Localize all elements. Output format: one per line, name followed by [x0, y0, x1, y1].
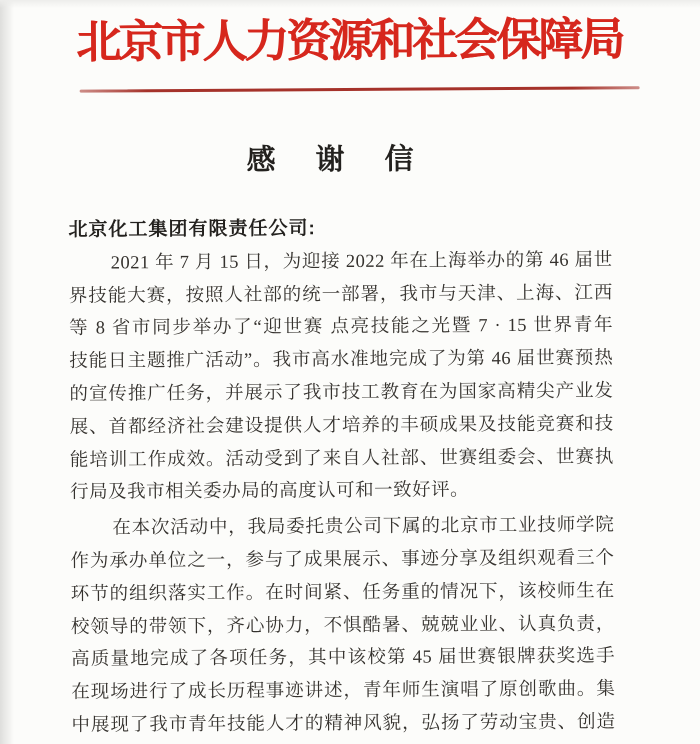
body-line: 校领导的带领下，齐心协力，不惧酷暑、兢兢业业、认真负责， — [70, 613, 615, 638]
letter-body — [0, 211, 700, 743]
body-line: 行局及我市相关委办局的高度认可和一致好评。 — [70, 480, 470, 504]
body-line: 环节的组织落实工作。在时间紧、任务重的情况下，该校师生在 — [70, 581, 615, 605]
body-line: 2021 年 7 月 15 日，为迎接 2022 年在上海举办的第 46 届世 — [110, 250, 613, 274]
letterhead-rule-divider — [80, 86, 640, 92]
body-line: 中展现了我市青年技能人才的精神风貌，弘扬了劳动宝贵、创造 — [71, 712, 616, 736]
body-line: 界技能大赛，按照人社部的统一部署，我市与天津、上海、江西 — [68, 282, 613, 307]
letter-title: 感谢信 — [246, 143, 454, 177]
letter-paragraph-lines — [69, 244, 616, 742]
body-line: 在现场进行了成长历程事迹讲述，青年师生演唱了原创歌曲。集 — [71, 679, 616, 703]
body-line: 的宣传推广任务，并展示了我市技工教育在为国家高精尖产业发 — [69, 381, 614, 405]
salutation: 北京化工集团有限责任公司: — [68, 218, 316, 241]
body-line: 在本次活动中，我局委托贵公司下属的北京市工业技师学院 — [112, 515, 615, 539]
body-line: 高质量地完成了各项任务，其中该校第 45 届世赛银牌获奖选手 — [71, 646, 616, 671]
body-line: 技能日主题推广活动”。我市高水准地完成了为第 46 届世赛预热 — [69, 348, 614, 372]
body-line: 展、首都经济社会建设提供人才培养的丰硕成果及技能竞赛和技 — [69, 414, 614, 438]
letterhead-org-name: 北京市人力资源和社会保障局 — [76, 14, 623, 68]
body-line: 等 8 省市同步举办了“迎世赛 点亮技能之光暨 7 · 15 世界青年 — [69, 315, 614, 340]
body-line: 能培训工作成效。活动受到了来自人社部、世赛组委会、世赛执 — [69, 446, 614, 471]
body-line: 作为承办单位之一，参与了成果展示、事迹分享及组织观看三个 — [70, 548, 615, 572]
